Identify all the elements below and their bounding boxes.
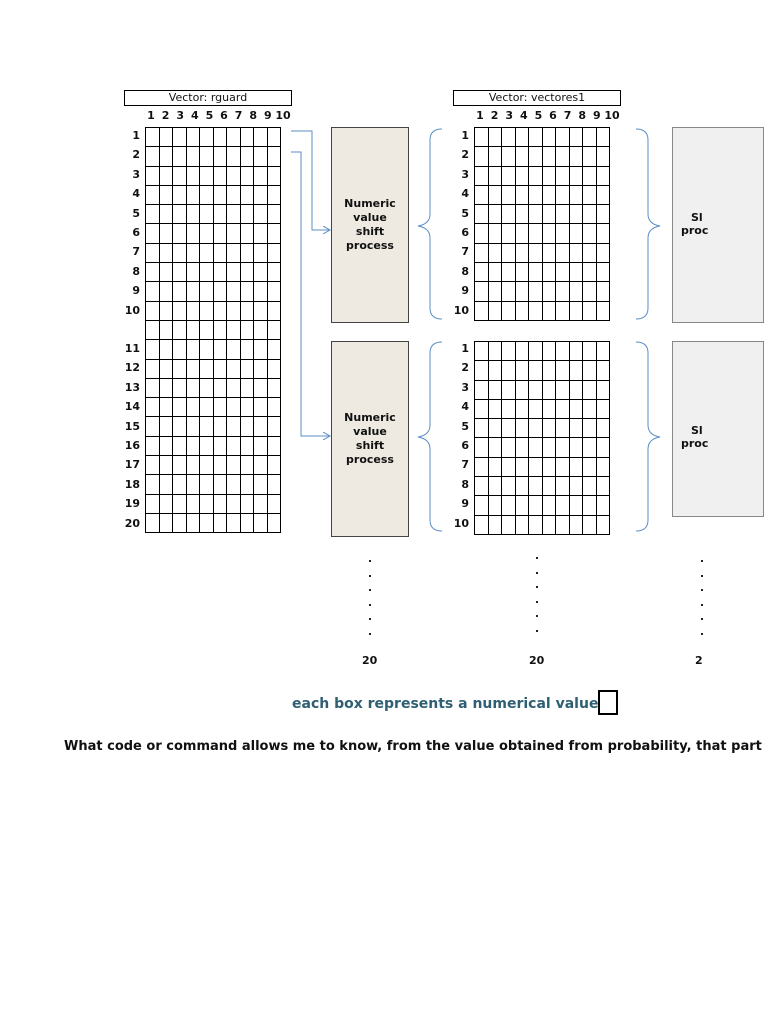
- row-label: 18: [124, 477, 140, 491]
- row-label: 1: [461, 129, 469, 142]
- row-label: 7: [461, 245, 469, 259]
- row-label: 7: [461, 458, 469, 472]
- arrow-row2-to-process-bottom: [291, 152, 330, 436]
- row-label: 16: [124, 439, 140, 452]
- question-text: What code or command allows me to know, from the value obtained from probability, that part: [64, 739, 762, 754]
- column-number: 7: [234, 109, 243, 122]
- legend-caption: each box represents a numerical value: [292, 696, 599, 712]
- column-number: 2: [161, 109, 170, 122]
- brace-left-bottom: [418, 342, 442, 531]
- column-number: 3: [176, 109, 185, 122]
- row-label: 13: [124, 380, 140, 394]
- row-label: 6: [461, 226, 469, 239]
- row-label: 19: [124, 497, 140, 511]
- column-number: 9: [592, 109, 601, 122]
- row-label: 4: [461, 400, 469, 414]
- ellipsis-dot: [701, 604, 703, 606]
- row-label: 6: [132, 226, 140, 239]
- row-label: 2: [461, 148, 469, 162]
- row-label: 1: [132, 129, 140, 142]
- partial-process-bottom-line1: Sl: [691, 424, 703, 437]
- column-number: 10: [604, 109, 620, 122]
- ellipsis-dot: [369, 618, 371, 620]
- column-number: 6: [549, 109, 557, 122]
- row-label: 9: [461, 497, 469, 511]
- ellipsis-dot: [701, 575, 703, 577]
- ellipsis-dot: [536, 586, 538, 588]
- brace-right-top: [636, 129, 660, 319]
- column-number: 1: [147, 109, 155, 122]
- row-label: 7: [132, 245, 140, 259]
- row-label: 20: [124, 516, 140, 530]
- ellipsis-dot: [536, 572, 538, 574]
- ellipsis-dot: [536, 630, 538, 632]
- row-label: 17: [124, 458, 140, 472]
- row-label: 5: [132, 206, 140, 220]
- row-label: 2: [461, 361, 469, 375]
- column-number: 1: [476, 109, 484, 122]
- column-number: 9: [263, 109, 272, 122]
- row-label: 15: [124, 419, 140, 433]
- row-label: 10: [124, 303, 140, 317]
- ellipsis-dot: [369, 589, 371, 591]
- row-label: 9: [132, 284, 140, 298]
- row-label: 5: [461, 419, 469, 433]
- left-vector-title: Vector: rguard: [124, 90, 292, 106]
- column-number: 5: [205, 109, 214, 122]
- column-number: 3: [505, 109, 514, 122]
- column-number: 2: [490, 109, 499, 122]
- ellipsis-dot: [536, 557, 538, 559]
- column-number: 4: [190, 109, 199, 122]
- ellipsis-dot: [369, 575, 371, 577]
- row-label: 8: [132, 264, 140, 278]
- row-label: 11: [124, 342, 140, 355]
- brace-left-top: [418, 129, 442, 319]
- row-label: 3: [132, 167, 140, 181]
- column-number: 7: [563, 109, 572, 122]
- process-line-2: value: [353, 425, 387, 438]
- ellipsis-dot: [701, 560, 703, 562]
- partial-process-top-line1: Sl: [691, 211, 703, 224]
- process-line-1: Numeric: [344, 197, 396, 210]
- right-vector-title: Vector: vectores1: [453, 90, 621, 106]
- column-number: 8: [249, 109, 258, 122]
- column-number: 6: [220, 109, 228, 122]
- row-label: 1: [461, 342, 469, 355]
- row-label: 5: [461, 206, 469, 220]
- process-line-3: shift: [355, 225, 385, 238]
- partial-process-bottom-line2: proc: [681, 437, 709, 450]
- partial-process-top-line2: proc: [681, 224, 709, 237]
- process-line-1: Numeric: [344, 411, 396, 424]
- bottom-number-partial: 2: [695, 654, 703, 667]
- row-label: 10: [453, 303, 469, 317]
- row-label: 9: [461, 284, 469, 298]
- bottom-number-vectores: 20: [529, 654, 545, 667]
- column-number: 5: [534, 109, 543, 122]
- process-line-4: process: [346, 239, 394, 252]
- ellipsis-dot: [369, 633, 371, 635]
- ellipsis-dot: [369, 560, 371, 562]
- ellipsis-dot: [701, 633, 703, 635]
- row-label: 6: [461, 439, 469, 452]
- process-line-4: process: [346, 453, 394, 466]
- row-label: 8: [461, 477, 469, 491]
- row-label: 10: [453, 516, 469, 530]
- legend-box-sample: [598, 690, 618, 715]
- row-label: 3: [461, 380, 469, 394]
- row-label: 8: [461, 264, 469, 278]
- ellipsis-dot: [536, 601, 538, 603]
- row-label: 2: [132, 148, 140, 162]
- row-label: 4: [132, 187, 140, 201]
- brace-right-bottom: [636, 342, 660, 531]
- row-label: 3: [461, 167, 469, 181]
- column-number: 10: [275, 109, 291, 122]
- ellipsis-dot: [536, 615, 538, 617]
- ellipsis-dot: [701, 589, 703, 591]
- process-line-2: value: [353, 211, 387, 224]
- process-line-3: shift: [355, 439, 385, 452]
- bottom-number-process: 20: [362, 654, 378, 667]
- row-label: 12: [124, 361, 140, 375]
- arrow-row1-to-process-top: [291, 131, 330, 230]
- column-number: 8: [578, 109, 587, 122]
- ellipsis-dot: [701, 618, 703, 620]
- row-label: 4: [461, 187, 469, 201]
- column-number: 4: [519, 109, 528, 122]
- ellipsis-dot: [369, 604, 371, 606]
- row-label: 14: [124, 400, 140, 414]
